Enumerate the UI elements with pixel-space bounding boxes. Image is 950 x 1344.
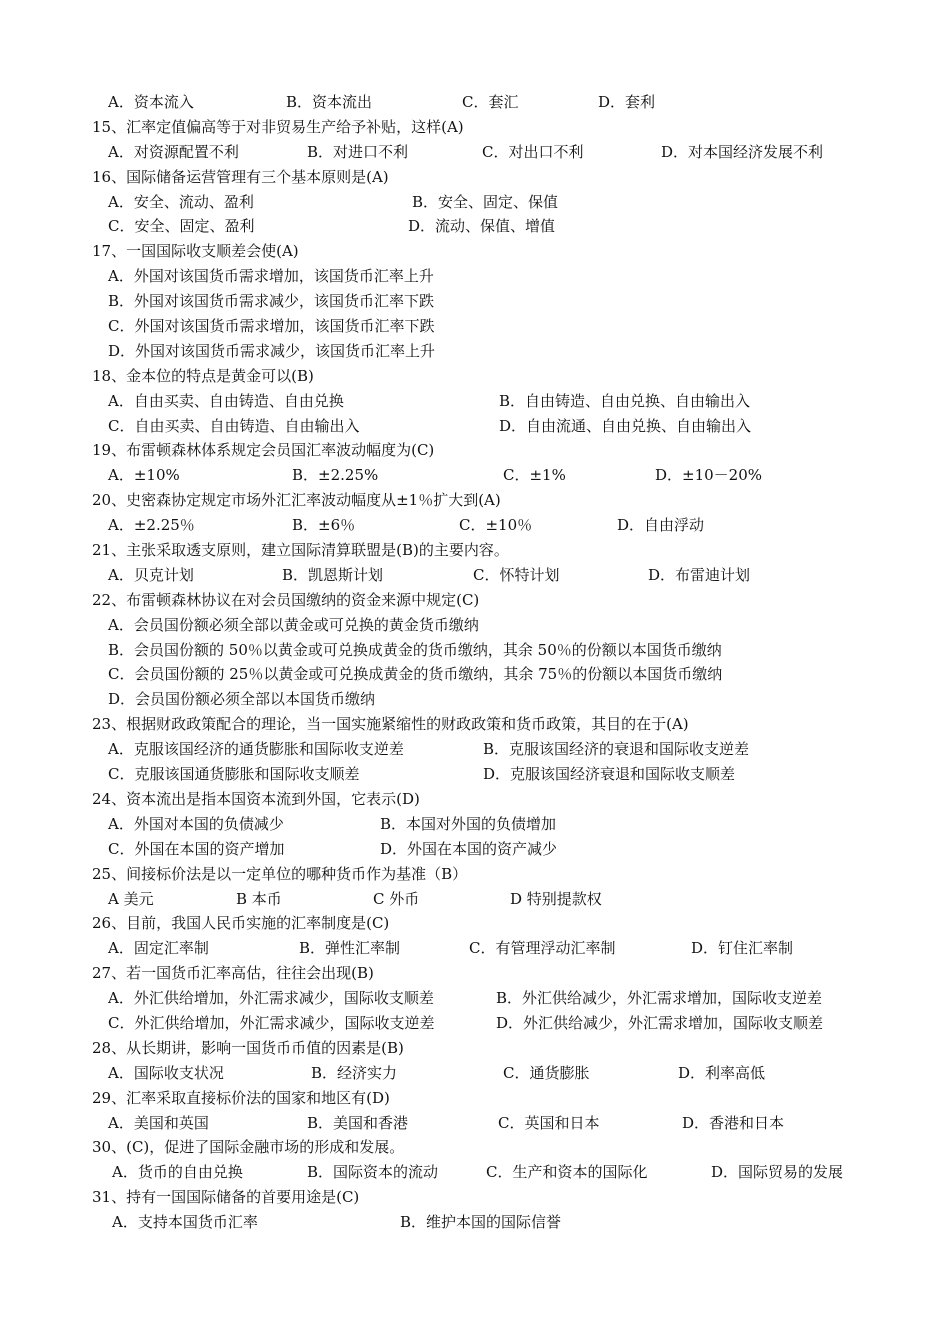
answer-option: D．会员国份额必须全部以本国货币缴纳 [108, 690, 376, 709]
answer-option: B．维护本国的国际信誉 [400, 1213, 562, 1232]
question-text: 18、金本位的特点是黄金可以(B) [92, 366, 314, 385]
answer-option: D．克服该国经济衰退和国际收支顺差 [483, 765, 736, 784]
question-line [0, 1086, 950, 1111]
answer-option: B．±2.25% [292, 466, 379, 485]
options-line [0, 463, 950, 488]
options-line [0, 887, 950, 912]
options-line [0, 563, 950, 588]
answer-option: D．钉住汇率制 [691, 939, 794, 958]
question-text: 31、持有一国国际储备的首要用途是(C) [92, 1188, 360, 1207]
answer-option: D．利率高低 [678, 1063, 766, 1082]
answer-option: C．自由买卖、自由铸造、自由输出入 [108, 416, 360, 435]
question-line [0, 588, 950, 613]
question-line [0, 787, 950, 812]
answer-option: C．生产和资本的国际化 [486, 1163, 648, 1182]
answer-option: B．安全、固定、保值 [412, 192, 559, 211]
answer-option: B．美国和香港 [307, 1113, 409, 1132]
answer-option: C．套汇 [462, 93, 519, 111]
answer-option: A．固定汇率制 [108, 939, 209, 958]
question-line [0, 1185, 950, 1210]
answer-option: A 美元 [108, 889, 154, 908]
answer-option: C．安全、固定、盈利 [108, 217, 255, 236]
options-line [0, 737, 950, 762]
answer-option: B．自由铸造、自由兑换、自由输出入 [499, 391, 751, 410]
answer-option: A．外国对该国货币需求增加，该国货币汇率上升 [108, 267, 434, 286]
answer-option: C．外国在本国的资产增加 [108, 839, 285, 858]
question-text: 22、布雷顿森林协议在对会员国缴纳的资金来源中规定(C) [92, 590, 480, 609]
question-line [0, 712, 950, 737]
answer-option: B．外汇供给减少，外汇需求增加，国际收支逆差 [496, 989, 823, 1008]
answer-option: B．克服该国经济的衰退和国际收支逆差 [483, 740, 750, 759]
options-line [0, 214, 950, 239]
answer-option: C．±10％ [459, 516, 533, 535]
answer-option: A．贝克计划 [108, 565, 194, 584]
answer-option: A．资本流入 [108, 93, 194, 111]
options-line [0, 1111, 950, 1136]
options-line [0, 936, 950, 961]
answer-option: D．香港和日本 [682, 1113, 785, 1132]
answer-option: C．外国对该国货币需求增加，该国货币汇率下跌 [108, 317, 435, 336]
options-line [0, 339, 950, 364]
answer-option: D．外国在本国的资产减少 [380, 839, 558, 858]
answer-option: D．外汇供给减少，外汇需求增加，国际收支顺差 [496, 1013, 824, 1032]
answer-option: A．±2.25％ [108, 516, 195, 535]
question-text: 28、从长期讲，影响一国货币币值的因素是(B) [92, 1038, 404, 1057]
question-text: 21、主张采取透支原则，建立国际清算联盟是(B)的主要内容。 [92, 541, 509, 560]
question-line [0, 165, 950, 190]
answer-option: A．±10% [108, 466, 180, 485]
answer-option: A．对资源配置不利 [108, 142, 239, 161]
question-text: 30、(C)，促进了国际金融市场的形成和发展。 [92, 1138, 405, 1157]
options-line [0, 140, 950, 165]
answer-option: C．怀特计划 [473, 565, 560, 584]
answer-option: A．自由买卖、自由铸造、自由兑换 [108, 391, 344, 410]
options-line [0, 662, 950, 687]
question-text: 27、若一国货币汇率高估，往往会出现(B) [92, 964, 374, 983]
question-text: 25、间接标价法是以一定单位的哪种货币作为基准（B） [92, 864, 468, 883]
question-text: 15、汇率定值偏高等于对非贸易生产给予补贴，这样(A) [92, 117, 464, 136]
options-line [0, 513, 950, 538]
options-line [0, 986, 950, 1011]
question-line [0, 911, 950, 936]
answer-option: C．有管理浮动汇率制 [469, 939, 616, 958]
answer-option: A．支持本国货币汇率 [112, 1213, 258, 1232]
options-line [0, 190, 950, 215]
options-line [0, 812, 950, 837]
options-line [0, 613, 950, 638]
answer-option: C．英国和日本 [498, 1113, 600, 1132]
question-text: 23、根据财政政策配合的理论，当一国实施紧缩性的财政政策和货币政策，其目的在于(A) [92, 715, 689, 734]
options-line [0, 687, 950, 712]
answer-option: D．对本国经济发展不利 [661, 142, 824, 161]
options-line [0, 314, 950, 339]
answer-option: D．外国对该国货币需求减少，该国货币汇率上升 [108, 341, 436, 360]
options-line [0, 1061, 950, 1086]
answer-option: D．±10－20% [655, 466, 763, 485]
answer-option: D 特别提款权 [510, 889, 602, 908]
answer-option: C．外汇供给增加，外汇需求减少，国际收支逆差 [108, 1013, 435, 1032]
options-line [0, 264, 950, 289]
answer-option: D．布雷迪计划 [648, 565, 751, 584]
options-line [0, 837, 950, 862]
answer-option: A．美国和英国 [108, 1113, 209, 1132]
answer-option: D．国际贸易的发展 [711, 1163, 844, 1182]
answer-option: B．国际资本的流动 [307, 1163, 439, 1182]
answer-option: A．会员国份额必须全部以黄金或可兑换的黄金货币缴纳 [108, 615, 479, 634]
answer-option: D．自由浮动 [617, 516, 705, 535]
options-line [0, 90, 950, 115]
answer-option: C．克服该国通货膨胀和国际收支顺差 [108, 765, 360, 784]
answer-option: B 本币 [236, 889, 282, 908]
document-page [0, 90, 950, 1235]
options-line [0, 414, 950, 439]
question-text: 24、资本流出是指本国资本流到外国，它表示(D) [92, 789, 420, 808]
answer-option: B．外国对该国货币需求减少，该国货币汇率下跌 [108, 292, 435, 311]
answer-option: B．本国对外国的负债增加 [380, 814, 557, 833]
question-line [0, 961, 950, 986]
question-line [0, 438, 950, 463]
question-line [0, 1036, 950, 1061]
answer-option: D．流动、保值、增值 [408, 217, 556, 236]
question-text: 29、汇率采取直接标价法的国家和地区有(D) [92, 1088, 390, 1107]
question-text: 19、布雷顿森林体系规定会员国汇率波动幅度为(C) [92, 441, 435, 460]
question-line [0, 364, 950, 389]
options-line [0, 762, 950, 787]
question-line [0, 488, 950, 513]
answer-option: A．外汇供给增加，外汇需求减少，国际收支顺差 [108, 989, 434, 1008]
answer-option: B．资本流出 [286, 93, 373, 111]
options-line [0, 1160, 950, 1185]
answer-option: B．会员国份额的 50％以黄金或可兑换成黄金的货币缴纳，其余 50％的份额以本国货币缴纳 [108, 640, 722, 659]
question-line [0, 538, 950, 563]
answer-option: C．±1% [503, 466, 566, 485]
question-line [0, 862, 950, 887]
options-line [0, 289, 950, 314]
question-line [0, 1135, 950, 1160]
answer-option: C．对出口不利 [482, 142, 584, 161]
question-text: 16、国际储备运营管理有三个基本原则是(A) [92, 167, 389, 186]
answer-option: A．货币的自由兑换 [112, 1163, 243, 1182]
question-text: 17、一国国际收支顺差会使(A) [92, 242, 299, 261]
answer-option: B．弹性汇率制 [299, 939, 401, 958]
answer-option: A．外国对本国的负债减少 [108, 814, 284, 833]
answer-option: A．国际收支状况 [108, 1063, 224, 1082]
options-line [0, 1011, 950, 1036]
answer-option: B．±6％ [292, 516, 356, 535]
question-text: 20、史密森协定规定市场外汇汇率波动幅度从±1％扩大到(A) [92, 491, 501, 510]
question-line [0, 115, 950, 140]
answer-option: B．对进口不利 [307, 142, 409, 161]
answer-option: B．凯恩斯计划 [282, 565, 384, 584]
options-line [0, 1210, 950, 1235]
question-text: 26、目前，我国人民币实施的汇率制度是(C) [92, 914, 390, 933]
answer-option: C．通货膨胀 [503, 1063, 590, 1082]
answer-option: A．克服该国经济的通货膨胀和国际收支逆差 [108, 740, 404, 759]
options-line [0, 389, 950, 414]
options-line [0, 638, 950, 663]
question-line [0, 239, 950, 264]
answer-option: B．经济实力 [311, 1063, 398, 1082]
answer-option: D．自由流通、自由兑换、自由输出入 [499, 416, 752, 435]
answer-option: C 外币 [373, 889, 420, 908]
answer-option: D．套利 [598, 93, 656, 111]
answer-option: A．安全、流动、盈利 [108, 192, 254, 211]
answer-option: C．会员国份额的 25％以黄金或可兑换成黄金的货币缴纳，其余 75％的份额以本国货币缴纳 [108, 665, 723, 684]
